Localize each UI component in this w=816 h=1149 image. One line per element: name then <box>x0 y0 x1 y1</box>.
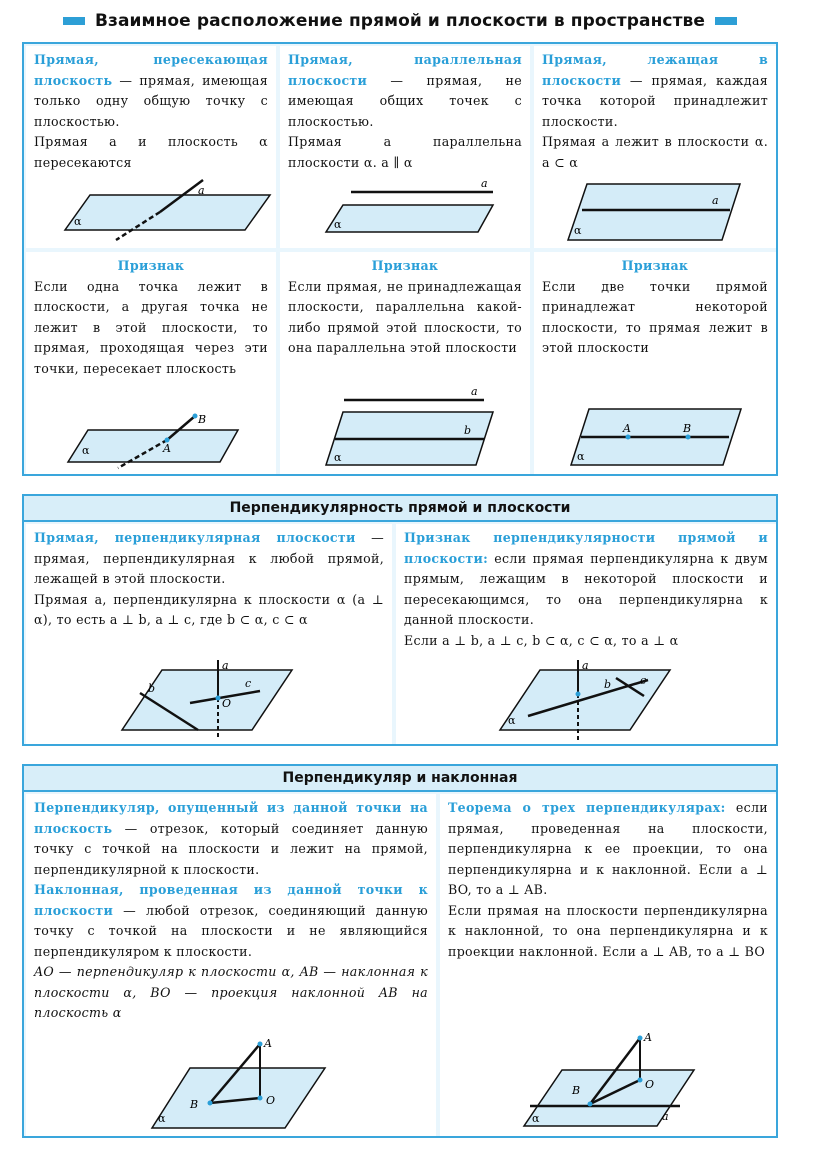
plane-alpha <box>65 195 270 230</box>
term-lying: Прямая, лежащая в плоскости <box>542 52 768 88</box>
label-b: b <box>464 424 472 437</box>
label-a: a <box>481 177 488 190</box>
term-perp-sign: Признак перпендикулярности прямой и плоскости: <box>404 530 768 566</box>
label-o: O <box>645 1078 655 1091</box>
sign-text-3: Если две точки прямой принадлежат некоторой плоскости, то прямая лежит в этой плоскости <box>542 278 768 355</box>
label-b: B <box>198 413 207 426</box>
label-b: b <box>604 678 612 691</box>
point-b <box>588 1102 593 1107</box>
term-perp-line: Прямая, перпендикулярная плоскости <box>34 530 356 545</box>
page-title-bar <box>20 6 780 36</box>
label-alpha: α <box>82 444 90 457</box>
label-alpha: α <box>574 224 582 237</box>
label-b: B <box>683 422 692 435</box>
def-lying: — прямая, каждая точка которой принадлежит плоскости. <box>542 72 768 129</box>
point-a <box>258 1042 263 1047</box>
sign-heading-3: Признак <box>621 258 689 273</box>
converse-three-perp: Если прямая на плоскости перпендикулярна к наклонной, то она перпендикулярна и к проекции наклонной. Если a ⊥ AB, то a ⊥ BO <box>448 902 768 959</box>
figure-sign-intersect <box>60 410 280 470</box>
point-b <box>193 414 198 419</box>
title-dash-left <box>63 17 85 25</box>
label-alpha: α <box>158 1112 166 1125</box>
plane-alpha <box>568 184 740 240</box>
figure-intersecting <box>60 175 280 245</box>
section-header-perpendicularity: Перпендикулярность прямой и плоскости <box>24 496 776 522</box>
sign-heading-2: Признак <box>371 258 439 273</box>
label-alpha: α <box>334 451 342 464</box>
label-a: a <box>712 194 719 207</box>
label-alpha: α <box>74 215 82 228</box>
point-o <box>258 1096 263 1101</box>
point-b <box>686 435 691 440</box>
title-dash-right <box>715 17 737 25</box>
stmt-perp-line: Прямая a, перпендикулярна к плоскости α (a ⊥ α), то есть a ⊥ b, a ⊥ c, где b ⊂ α, c ⊂ α <box>34 591 384 627</box>
plane-alpha <box>68 430 238 462</box>
figure-perp-sign <box>498 658 688 740</box>
term-perpendicular: Перпендикуляр, опущенный из данной точки на плоскость <box>34 800 428 836</box>
section-header-perp-inclined: Перпендикуляр и наклонная <box>24 766 776 792</box>
point-b <box>208 1101 213 1106</box>
def-three-perp: если прямая, проведенная на плоскости, перпендикулярна к ее проекции, то она перпендикулярна и к наклонной. Если a ⊥ BO, то a ⊥ AB. <box>448 800 768 897</box>
sign-text-1: Если одна точка лежит в плоскости, а другая точка не лежит в этой плоскости, то прямая, проходящая через эти точки, пересекает плоскость <box>34 278 268 376</box>
def-perpendicular: — отрезок, который соединяет данную точку с точкой на плоскости и лежит на прямой, перпендикулярной к плоскости. <box>34 820 428 877</box>
page-title: Взаимное расположение прямой и плоскости в пространстве <box>94 11 706 31</box>
figure-sign-lying <box>565 405 755 470</box>
label-a: A <box>644 1031 652 1044</box>
label-alpha: α <box>577 450 585 463</box>
point-a <box>638 1036 643 1041</box>
label-alpha: α <box>508 714 516 727</box>
label-alpha: α <box>334 218 342 231</box>
label-a: A <box>163 442 171 455</box>
term-three-perp: Теорема о трех перпендикулярах: <box>448 800 726 815</box>
def-perp-sign: если прямая перпендикулярна к двум прямым, лежащим в некоторой плоскости и пересекающимся, то она перпендикулярна к данной плоскости. <box>404 550 768 627</box>
def-parallel: — прямая, не имеющая общих точек с плоскостью. <box>288 72 522 129</box>
label-a: A <box>623 422 631 435</box>
label-a: A <box>264 1037 272 1050</box>
sign-text-2: Если прямая, не принадлежащая плоскости, параллельна какой-либо прямой этой плоскости, то она параллельна этой плоскости <box>288 278 522 355</box>
label-c: c <box>245 677 252 690</box>
label-b: b <box>148 682 156 695</box>
label-c: c <box>640 674 647 687</box>
stmt-lying: Прямая a лежит в плоскости α. a ⊂ α <box>542 134 768 170</box>
figure-sign-parallel <box>318 385 508 470</box>
stmt-parallel: Прямая a параллельна плоскости α. a ∥ α <box>288 134 522 170</box>
figure-perp-inclined <box>150 1038 330 1133</box>
def-perp-line: — прямая, перпендикулярная к любой прямой, лежащей в этой плоскости. <box>34 530 384 586</box>
figure-three-perp <box>522 1030 702 1130</box>
label-line-a: a <box>662 1110 669 1123</box>
stmt-perp-sign: Если a ⊥ b, a ⊥ c, b ⊂ α, c ⊂ α, то a ⊥ α <box>404 632 679 648</box>
point-o <box>638 1078 643 1083</box>
stmt-perp-inclined: AO — перпендикуляр к плоскости α, AB — наклонная к плоскости α, BO — проекция наклонной AB на плоскость α <box>34 964 428 1020</box>
label-a: a <box>471 385 478 398</box>
point-a <box>626 435 631 440</box>
label-a: a <box>222 659 229 672</box>
point-o <box>216 696 221 701</box>
plane-alpha <box>326 205 493 232</box>
term-intersecting: Прямая, пересекающая плоскость <box>34 52 268 88</box>
label-o: O <box>266 1094 276 1107</box>
label-alpha: α <box>532 1112 540 1125</box>
def-intersecting: — прямая, имеющая только одну общую точку с плоскостью. <box>34 72 268 129</box>
term-parallel: Прямая, параллельная плоскости <box>288 52 522 88</box>
sign-heading-1: Признак <box>117 258 185 273</box>
def-inclined: — любой отрезок, соединяющий данную точку с точкой на плоскости и не являющийся перпендикуляром к плоскости. <box>34 902 428 959</box>
figure-perp-line <box>120 658 310 740</box>
stmt-intersecting: Прямая a и плоскость α пересекаются <box>34 134 268 170</box>
label-b: B <box>190 1098 199 1111</box>
term-inclined: Наклонная, проведенная из данной точки к плоскости <box>34 882 428 918</box>
plane-alpha <box>152 1068 325 1128</box>
label-o: O <box>222 697 232 710</box>
point-intersection <box>576 692 581 697</box>
label-b: B <box>572 1084 581 1097</box>
figure-lying <box>562 180 752 245</box>
label-a: a <box>198 184 205 197</box>
figure-parallel <box>318 175 508 235</box>
label-a: a <box>582 659 589 672</box>
